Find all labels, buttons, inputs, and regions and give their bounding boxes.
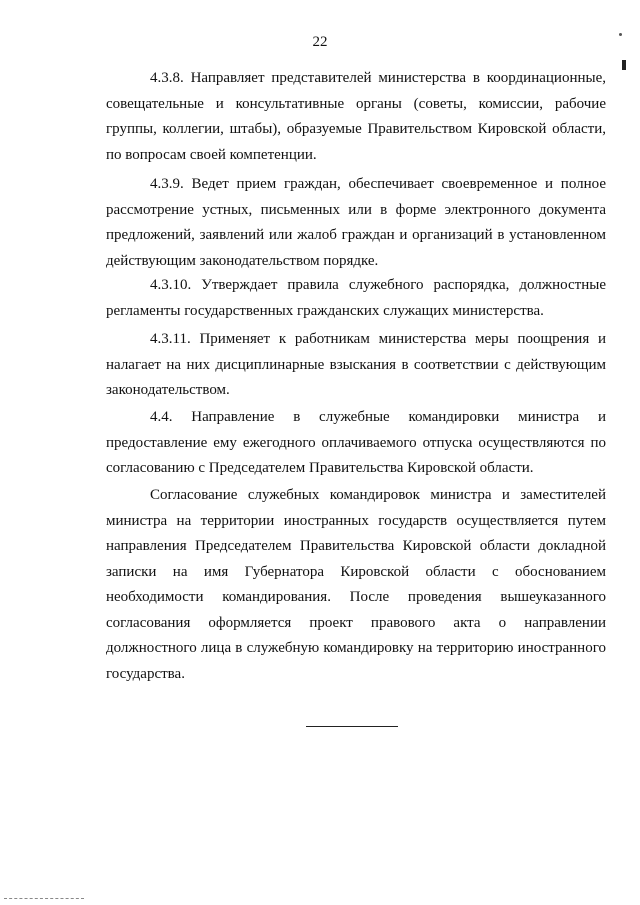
scan-edge-line bbox=[4, 898, 84, 899]
paragraph-4-4: 4.4. Направление в служебные командировки министра и предоставление ему ежегодного оплачиваемого отпуска осуществляются по согласованию с Председателем Правительства Кировской области. bbox=[106, 409, 606, 476]
scan-speck bbox=[619, 33, 622, 36]
page-number: 22 bbox=[312, 34, 328, 50]
paragraph-4-3-11: 4.3.11. Применяет к работникам министерства меры поощрения и налагает на них дисциплинарные взыскания в соответствии с действующим законодательством. bbox=[106, 331, 606, 398]
end-separator-line bbox=[306, 726, 398, 727]
paragraph-4-3-10: 4.3.10. Утверждает правила служебного распорядка, должностные регламенты государственных гражданских служащих министерства. bbox=[106, 277, 606, 319]
paragraph-4-3-9: 4.3.9. Ведет прием граждан, обеспечивает своевременное и полное рассмотрение устных, письменных или в форме электронного документа предложений, заявлений или жалоб граждан и организаций в установленном действующим законодательством порядке. bbox=[106, 176, 606, 269]
paragraph-foreign-trips: Согласование служебных командировок министра и заместителей министра на территории иностранных государств осуществляется путем направления Председателем Правительства Кировской области докладной записки на имя Губернатора Кировской области с обоснованием необходимости командирования. После проведения вышеуказанного согласования оформляется проект правового акта о направлении должностного лица в служебную командировку на территорию иностранного государства. bbox=[106, 487, 606, 682]
paragraph-4-3-8: 4.3.8. Направляет представителей министерства в координационные, совещательные и консультативные органы (советы, комиссии, рабочие группы, коллегии, штабы), образуемые Правительством Кировской области, по вопросам своей компетенции. bbox=[106, 70, 606, 163]
scan-mark bbox=[622, 60, 626, 70]
